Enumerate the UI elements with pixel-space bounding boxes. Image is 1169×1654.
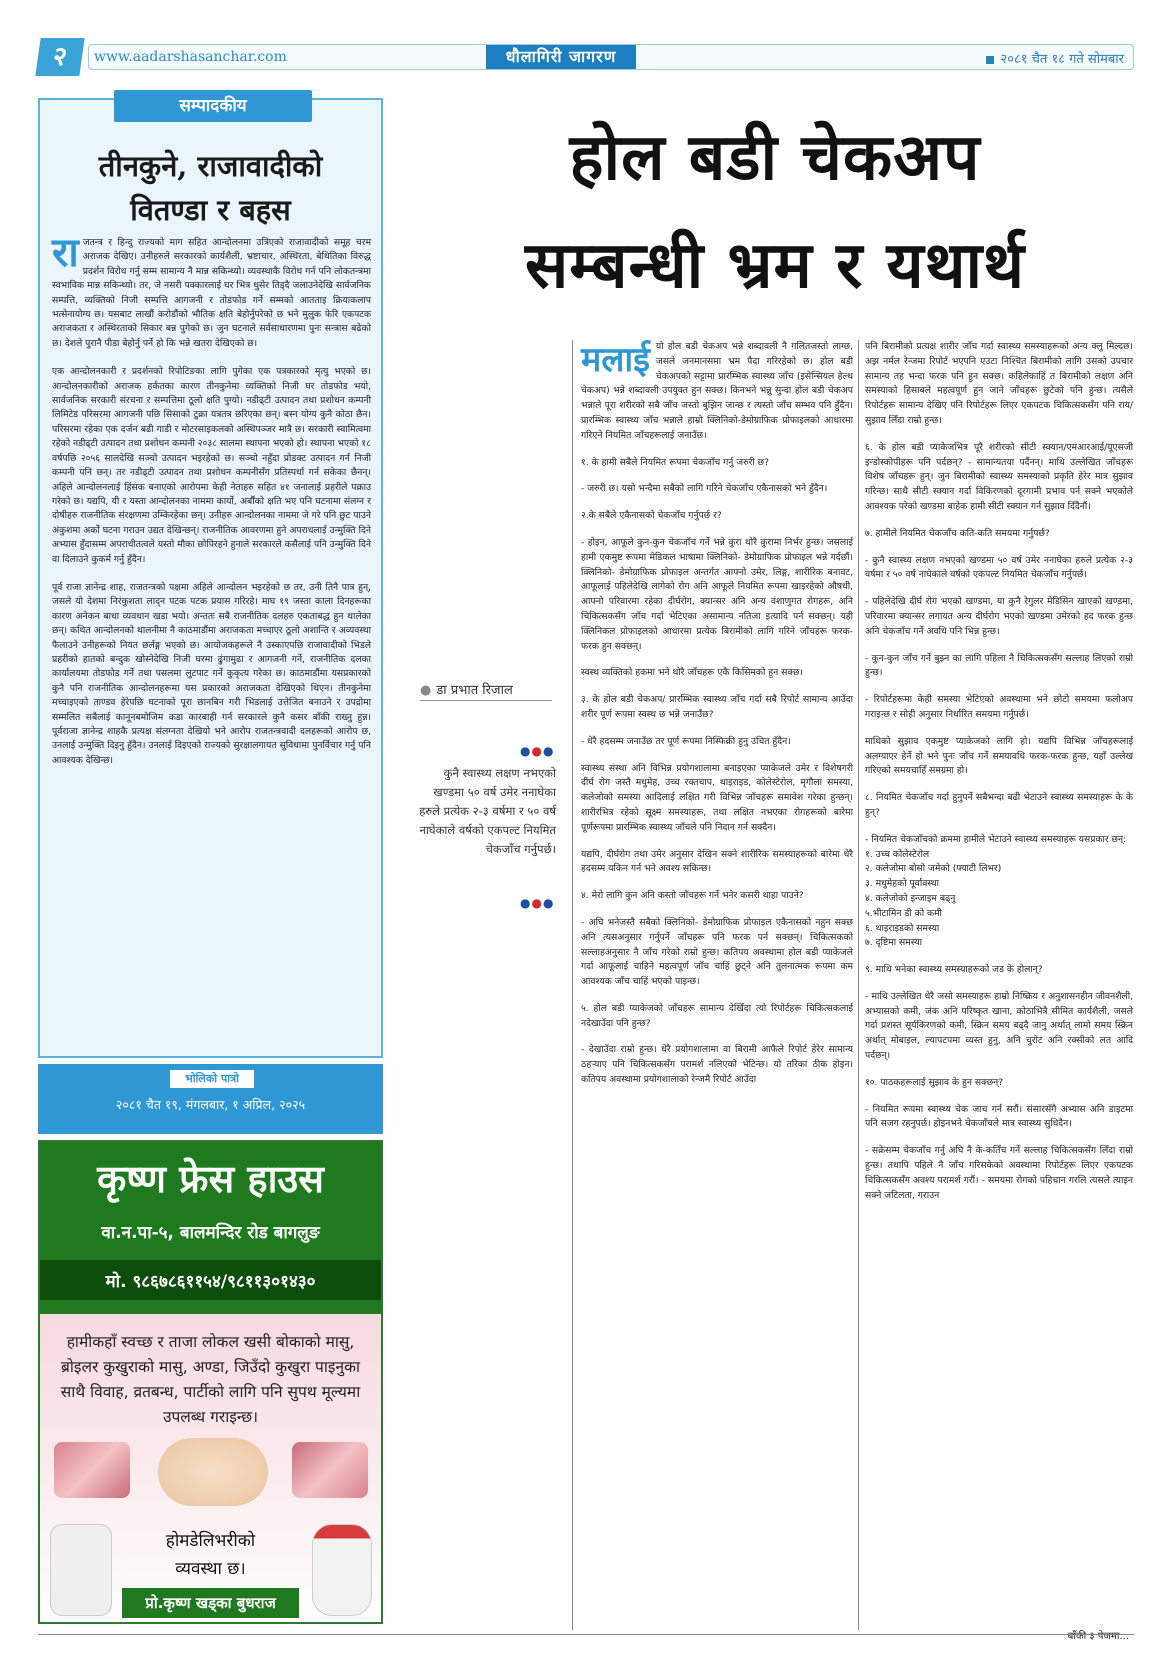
meat-image — [292, 1442, 368, 1498]
headline-line1: होल बडी चेकअप — [569, 121, 981, 195]
header-date-text: २०८१ चैत १८ गते सोमबार — [1000, 52, 1124, 67]
article-paragraph: मलाई यो होल बडी चेकअप भन्ने शब्दावली नै गलितजस्तो लाग्छ, जसले जनमानसमा भ्रम पैदा गरिरहेको छ। होल बडी चेकअपको सट्टामा प्रारम्भिक स्वास्थ्य जाँच (इसेन्सियल हेल्थ चेकअप) भन्ने शब्दावली उपयुक्त हुन सक्छ। किनभने भन्नु सुन्दा होल बडी चेकअप भन्नाले पूरा शरीरको सबै जाँच जस्तो बुझिन जान्छ र त्यस्तो जाँच सम्भव पनि हुँदैन। प्रारम्भिक स्वास्थ्य जाँच भन्नाले हाम्रो क्लिनिको-डेमोग्राफिक प्रोफाइलको आधारमा गरिएने नियमित जाँचहरूलाई जनाउँछ। — [581, 340, 853, 441]
article-paragraph: - कुनै स्वास्थ्य लक्षण नभएको खण्डमा ५० वर्ष उमेर ननाघेका हरुले प्रत्येक २-३ वर्षमा र ५० वर्ष नाघेकाले वर्षको एकपल्ट नियमित चेकजाँच गर्नुपर्छ। — [865, 554, 1133, 581]
article-paragraph: - देखाउँदा राम्रो हुन्छ। धेरै प्रयोगशालामा वा बिरामी आफैले रिपोर्ट हेरेर सामान्य ठहर्‍याए पनि चिकित्सकसँग परामर्श नलिएको भेटिन्छ। यो तरिका ठीक होइन। कतिपय अवस्थामा प्रयोगशालाको रेन्जमै रिपोर्ट आउँदा — [581, 1044, 853, 1086]
footer-divider — [38, 1634, 1134, 1635]
article-paragraph: - जरुरी छ। यसो भन्दैमा सबैको लागि गरिने चेकजाँच एकैनासको भने हुँदैन। — [581, 483, 828, 495]
site-url-link[interactable]: www.aadarshasanchar.com — [94, 49, 287, 65]
meat-image — [54, 1442, 130, 1498]
bullet-icon: ● — [420, 683, 432, 698]
calendar-date: २०८१ चैत १९, मंगलबार, १ अप्रिल, २०२५ — [115, 1097, 306, 1112]
hen-image — [312, 1524, 372, 1616]
article-paragraph: - माथि उल्लेखित धेरै जसो समस्याहरू हाम्रो निष्क्रिय र अनुशासनहीन जीवनशैली, अभ्यासको कमी, जंक अनि परिष्कृत खाना, कोठाभित्रै सीमित कार्यशैली, जसले गर्दा प्रशस्त सूर्यकिरणको कमी, स्क्रिन समय बढ्दै जानु अर्थात् लामो समय स्क्रिन अर्थात् मोबाइल, ल्यापटपमा व्यस्त हुनु, अनि चुरोट अनि रक्सीको लत आदि पर्दछन्। — [865, 990, 1133, 1062]
article-paragraph: - नियमित रूपमा स्वास्थ्य चेक जाच गर्न सरौं। संसारसँगै अभ्यास अनि डाइटमा पनि सजग रहनुपर्छ। होइनभने चेकजाँचले मात्र स्वास्थ्य सुधिदैन। — [865, 1103, 1133, 1130]
article-question: ६. के होल बडी प्याकेजभित्र पूरै शरीरको सीटी स्क्यान/एमआरआई/यूएसजी इन्डोस्कोपीहरू पनि पर्दछन्? - सामान्यतया पर्दैनन्। माथि उल्लेखित जाँचहरू विशेष जाँचहरू हुन्। जुन बिरामीको स्वास्थ्य समस्याको प्रकृति हेरेर मात्र सुझाव गरिन्छ। साथै सीटी स्क्यान गर्दा विकिरणको दूरगामी प्रभाव पर्न सक्ने भएकोले आवश्यक परेको खण्डमा बाहेक हामी सीटी स्क्यान गर्न सुझाव दिँदैनौं। — [865, 441, 1133, 512]
article-question: ९. माथि भनेका स्वास्थ्य समस्याहरूको जड के होलान्? — [865, 964, 1043, 976]
article-question: १०. पाठकहरूलाई सुझाव के हुन सक्छन्? — [865, 1076, 1004, 1088]
dots-icon: ●●● — [520, 744, 555, 758]
advertisement[interactable] — [38, 1140, 383, 1624]
article-paragraph: यद्यपि, दीर्घरोग तथा उमेर अनुसार देखिन सक्ने शारीरिक समस्याहरूको बारेमा धेरै हदसम्म यकिन गर्न भने अवश्य सकिन्छ। — [581, 848, 853, 875]
article-column-1 — [581, 340, 853, 1100]
byline-divider — [420, 700, 552, 701]
chicken-image — [158, 1438, 268, 1506]
article-question: ३. के होल बडी चेकअप/ प्रारम्भिक स्वास्थ्य जाँच गर्दा सबै रिपोर्ट सामान्य आउँदा शरीर पूर्ण रूपमा स्वस्थ छ भन्ने जनाउँछ? — [581, 694, 853, 720]
author-name: डा प्रभात रिजाल — [436, 683, 513, 698]
ad-delivery-note: होमडेलिभरीको व्यवस्था छ। — [165, 1531, 256, 1579]
article-paragraph: पनि बिरामीको प्रत्यक्ष शारीर जाँच गर्दा स्वास्थ्य समस्याहरूको अन्य क्लु मिल्दछ। अझ नर्मल रेन्जमा रिपोर्ट भएपनि एउटा निश्चित बिरामीको लागि उसको उपचार सामान्य तह भन्दा फरक पनि हुन सक्छ। कहिलेकाहिं त बिरामीको लक्षण अनि समस्याको हिसाबले महत्वपूर्ण हुन जाने जाँचहरू छुटेको पनि हुन्छ। त्यसैले रिपोर्टहरू सामान्य देखिए पनि रिपोर्टहरू लिएर एकपटक चिकित्सकसँग पनि राय/सुझाव लिँदा राम्रो हुन्छ। — [865, 341, 1133, 426]
ad-phone: मो. ९८६७८६११५४/९८११३०१४३० — [105, 1272, 316, 1292]
article-headline — [420, 104, 1130, 320]
editorial-title — [48, 144, 373, 232]
page-header — [38, 38, 1134, 76]
editorial-title-line2: वितण्डा र बहस — [130, 193, 291, 227]
dots-icon: ●●● — [520, 896, 555, 910]
list-item: ६. थाइराइडको समस्या — [865, 922, 940, 934]
page-number: २ — [35, 38, 84, 76]
tomorrow-calendar — [38, 1064, 383, 1134]
article-paragraph: - कुन-कुन जाँच गर्ने बुझ्न का लागि पहिला नै चिकित्सकसँग सल्लाह लिएको राम्रो हुन्छ। — [865, 652, 1133, 679]
list-item: ७. दृष्टिमा समस्या — [865, 937, 923, 949]
article-column-2 — [865, 340, 1133, 1215]
article-paragraph: - अघि भनेजस्तै सबैको क्लिनिको- डेमोग्राफिक प्रोफाइल एकैनासको नहुन सक्छ अनि त्यसअनुसार गर्नुपर्ने जाँचहरू पनि फरक पर्न सक्छन्। चिकित्सकको सल्लाहअनुसार नै जाँच गरेको राम्रो हुन्छ। कतिपय अवस्थामा होल बडी प्याकेजले गर्दा आफूलाई चाहिने महत्वपूर्ण जाँच चाहिं छुट्ने अनि तुलनात्मक रूपमा कम आवश्यक जाँच चाहिं भएको पाइन्छ। — [581, 916, 853, 988]
article-question: १. के हामी सबैले नियमित रूपमा चेकजाँच गर्नु जरुरी छ? — [581, 456, 769, 468]
list-item: ४. कलेजोको इन्जाइम बढ्नु — [865, 892, 956, 904]
article-question: २.के सबैले एकैनासको चेकजाँच गर्नुपर्छ र? — [581, 510, 722, 522]
article-paragraph: - नियमित चेकजाँचको क्रममा हामीले भेटाउने स्वास्थ्य समस्याहरू यसप्रकार छन्: १. उच्च कोलेस्टेरोल २. कलेजोमा बोसो जमेको (फ्याटी लिभर) ३. मधुमेहको पूर्वावस्था ४. कलेजोको इन्जाइम बढ्नु ५.भीटामिन डी को कमी ६. थाइराइडको समस्या ७. दृष्टिमा समस्या — [865, 833, 1133, 951]
list-item: १. उच्च कोलेस्टेरोल — [865, 848, 930, 860]
editorial-box — [38, 98, 383, 1058]
editorial-tab: सम्पादकीय — [114, 90, 312, 122]
editorial-paragraph: राजतन्त्र र हिन्दु राज्यको माग सहित आन्दोलनमा उत्रिएको राजावादीको समूह चरम अराजक देखिए। उनीहरुले सरकारको कार्यशैली, भ्रष्टाचार, अस्थिरता, बेथितिका विरुद्ध प्रदर्शन विरोध गर्नु सम्म सामान्य नै मान्न सकिन्थ्यो। व्यवस्थाकै विरोध गर्न पनि लोकतन्त्रमा स्वभाविक मान्न सकिन्थ्यो। तर, जे नसरी पक्कारलाई घर भित्र धुसेर तिड्दै जलाउनेदेखि सार्वजनिक सम्पत्ति, व्यक्तिको निजी सम्पत्ति आगजनी र तोडफोड गर्ने सम्मको आतताइ क्रियाकलाप भत्सेनायोग्य छ। यसबाट लाखौं करोडौंको भौतिक क्षति बेहोर्नुपरेको छ भने मुलुक फेरि एकपटक अराजकता र अस्थिरताको सिकार बन्न पुगेको छ। जुन घटनाले सर्वसाधारणमा पुनः सन्त्रास बढेको छ। देशले पुरानै पीडा बेहोर्नु पर्ने हो कि भन्ने खतरा देखिएको छ। — [52, 230, 371, 349]
article-paragraph: - धेरै हदसम्म जनाउँछ तर पूर्ण रूपमा निस्फिक्री हुनु उचित हुँदैन। — [581, 735, 791, 747]
lead-word: मलाई — [581, 340, 650, 380]
ad-description: हामीकहाँ स्वच्छ र ताजा लोकल खसी बोकाको मासु, ब्रोइलर कुखुराको मासु, अण्डा, जिउँदो कुखुरा पाइनुका साथै विवाह, व्रतबन्ध, पार्टीको लागि पनि सुपथ मूल्यमा उपलब्ध गराइन्छ। — [60, 1333, 361, 1426]
article-paragraph: - सक्रेसम्म चेकजाँच गर्नु अघि नै के-कतिँच गर्ने सल्लाह चिकित्सकसँग लिँदा राम्रो हुन्छ। तथापि पहिले नै जाँच गरिसकेको अवस्थामा रिपोर्टहरू लिएर एकपटक चिकित्सकसँग अवश्य परामर्श गरौं। - समयमा रोगको पहिचान गरलि त्यसले त्याइन सक्ने जटिलता, गराउन — [865, 1145, 1133, 1201]
goat-image — [50, 1524, 112, 1616]
continued-note[interactable]: बाँकी ३ पेजमा... — [1067, 1631, 1129, 1642]
article-paragraph: स्वास्थ्य संस्था अनि विभिन्न प्रयोगशालामा बनाइएका प्याकेजले उमेर र विशेषगरी दीर्घ रोग जस्तै मधुमेह, उच्च रक्तचाप, थाइराइड, कोलेस्टेरोल, मृगौला समस्या, कलेजोको समस्या आदिलाई लक्षित गरी विभिन्न जाँचहरू समावेश गरेका हुन्छन्। शारीरभित्र रहेको सूक्ष्म समस्याहरू, तथा लक्षित नभएका रोगहरूको बारेमा पूर्णरूपमा प्रारम्भिक स्वास्थ्य जाँचले पनि निदान गर्न सक्दैन। — [581, 762, 853, 833]
article-question: ४. मेरो लागि कुन अनि कस्तो जाँचहरू गर्ने भनेर कसरी थाहा पाउने? — [581, 890, 804, 902]
list-item: २. कलेजोमा बोसो जमेको (फ्याटी लिभर) — [865, 863, 1002, 875]
pull-quote: कुनै स्वास्थ्य लक्षण नभएको खण्डमा ५० वर्ष उमेर ननाघेका हरुले प्रत्येक २-३ वर्षमा र ५० वर्ष नाघेकाले वर्षको एकपल्ट नियमित चेकजाँच गर्नुपर्छ। — [419, 766, 556, 856]
article-paragraph: - रिपोर्टहरूमा केही समस्या भेटिएको अवस्थामा भने छोटो समयमा फलोअप गराइन्छ र सोही अनुसार निर्धारित समयमा गर्नुपर्छ। — [865, 694, 1133, 720]
author-byline — [420, 680, 542, 698]
article-paragraph: - पहिलेदेखि दीर्घ रोग भएको खण्डमा, या कुनै रेगुलर मेडिसिन खाएको खण्डमा, परिवारमा क्यान्सर लगायत अन्य दीर्घरोग भएको खण्डमा उमेरको हद फरक हुन्छ अनि चेकजाँच गर्ने अवधि पनि भिन्न हुन्छ। — [865, 596, 1133, 637]
column-divider — [572, 340, 573, 1630]
editorial-paragraph: एक आन्दोलनकारी र प्रदर्शनको रिपोटिङका लागि पुगेका एक पत्रकारको मृत्यु भएको छ। आन्दोलनकारीको अराजक हर्कतका कारण तीनकुनेमा व्यक्तिको निजी घर तोडफोड भयो, सार्वजनिक सरकारी संरचना र सम्पत्तिमा ठूलो क्षति पुग्यो। नडीढ्टी उत्पादन तथा प्रशोधन कम्पनी लिमिटेड परिसरमा आगजनी पछि सिसाको टुक्रा यत्रतत्र छरिएका छन्। बस्न योग्य कुनै कोठा छैन। परिसरमा रहेका एक दर्जन बढी गाडी र मोटरसाइकलको अस्थिपञ्जर मात्रै छ। सरकारी स्वामित्वमा रहेको नडीढ्टी उत्पादन तथा प्रशोधन कम्पनी २०३८ सालमा स्थापना भएको हो। स्थापना भएको १८ वर्षपछि २०५६ सालदेखि सञ्चो उत्पादन भइरहेको छ। सञ्चो नहुँदा प्रोडक्ट उत्पादन गर्न निजी कम्पनी पनि छन्। तर नडीढ्टी उत्पादन तथा प्रशोधन कम्पनीसँग प्रतिस्पर्धा गर्न सकेका छैनन्। अहिले आन्दोलनलाई हिंसक बनाएको आरोपमा केही नेताहरु सहित ४१ जनालाई प्रहरीले पक्राउ गरेको छ। यद्यपि, यी र यस्ता आन्दोलनका नाममा कार्यो, अर्बौंको क्षति भए पनि घटनामा संलग्न र दोषीहरु राजनीतिक संरक्षणमा उम्किरहेका छन्। उनीहरु आन्दोलनका नाममा जे गरे पनि छुट पाउने अंकुशमा अर्को घटना गराउन उद्यत देखिन्छन्। राजनीतिक आवरणमा हुने अपराधलाई उन्मुक्ति दिने अभ्यास हुँदासम्म अपराधीतत्वले यस्तो मौका छोपिरहने हुनाले सरकारले कसैलाई पनि उन्मुक्ति दिने वा दिलाउने कुकर्म गर्नु हुँदैन। — [52, 366, 371, 565]
column-divider — [858, 340, 859, 1630]
article-question: ५. होल बडी प्याकेजको जाँचहरू सामान्य देखिँदा त्यो रिपोर्टहरू चिकित्सकलाई नदेखाउँदा पनि हुन्छ? — [581, 1002, 853, 1029]
editorial-body — [52, 230, 371, 782]
header-date — [986, 49, 1124, 67]
article-question: ८. नियमित चेकजाँच गर्दा हुनुपर्ने सबैभन्दा बढी भेटाउने स्वास्थ्य समस्याहरू के के हुन्? — [865, 792, 1133, 818]
list-item: ३. मधुमेहको पूर्वावस्था — [865, 878, 939, 890]
article-paragraph: स्वस्थ व्यक्तिको हकमा भने थोरै जाँचहरू एकै किसिमको हुन सक्छ। — [581, 667, 803, 679]
ad-owner: प्रो.कृष्ण खड्का बुधराज — [145, 1594, 276, 1612]
ad-title: कृष्ण फ्रेस हाउस — [97, 1156, 324, 1201]
editorial-title-line1: तीनकुने, राजावादीको — [98, 149, 323, 183]
article-question: ७. हामीले नियमित चेकजाँच कति-कति समयमा गर्नुपर्छ? — [865, 527, 1050, 539]
headline-line2: सम्बन्धी भ्रम र यथार्थ — [524, 229, 1026, 303]
editorial-dropcap: रा — [52, 230, 79, 276]
masthead-logo: धौलागिरी जागरण — [486, 45, 636, 69]
article-paragraph: - होइन, आफूले कुन-कुन चेकजाँच गर्ने भन्ने कुरा थोरै कुरामा निर्भर हुन्छ। जसलाई हामी एकमुष्ट रूपमा मेडिकल भाषामा क्लिनिको- डेमोग्राफिक प्रोफाइल भन्ने गर्दछौं। क्लिनिको- डेमोग्राफिक प्रोफाइल अन्तर्गत आफ्नो उमेर, लिङ्ग, शारीरिक बनावट, आफूलाई पहिलेदेखि लागेको रोग अनि आफूले नियमित रूपमा खाइरहेको औषधी, आफ्नो परिवारमा रहेका दीर्घरोग, क्यान्सर अनि अन्य वंशाणुगत रोगहरू, अनि चिकित्सकसँग जाँच गर्दा भेटिएका असामान्य नतिजा इत्यादि पर्न सक्छन्। यही क्लिनिकल प्रोफाइलको आधारमा प्रत्येक बिरामीको लागि गरिने जाँचहरू फरक- फरक हुन सक्छन्। — [581, 536, 853, 652]
calendar-tab: भोलिको पात्रो — [170, 1070, 254, 1088]
ad-address: वा.न.पा-५, बालमन्दिर रोड बागलुङ — [101, 1223, 320, 1243]
square-bullet-icon — [986, 56, 994, 64]
article-paragraph: माथिको सुझाव एकमुष्ट प्याकेजको लागि हो। यद्यपि विभिन्न जाँचहरूलाई अलग्याएर हेर्ने हो भने पुनः जाँच गर्ने समयावधि फरक-फरक हुन्छ, यहाँ उल्लेख गरिएको समयचाहिँ समग्रमा हो। — [865, 735, 1133, 777]
list-item: ५.भीटामिन डी को कमी — [865, 907, 942, 919]
editorial-paragraph: पूर्व राजा ज्ञानेन्द्र शाह, राजतन्त्रको पक्षमा अहिले आन्दोलन भइरहेको छ तर, उनी तिनै पात्र हुन्, जसले यो देशमा निरंकुशता लाद्न पटक पटक प्रयास गरिरहे। माघ १९ जस्ता काला दिनहरूका कारण अनेकन बाधा व्यवधान खडा भयो। अन्ततः सबै राजनीतिक दलहरु एकताबद्ध हुन थालेका छन्। कथित आन्दोलनको थालनीमा नै काठमाडौंमा अराजकता मच्चाएर ठूलो अशान्ति र अव्यवस्था फैलाउने उनीहरूको नियत छर्लङ्ग भएको छ। आयोजकहरूले नै उस्काएपछि राजावादीको भिडले प्रहरीको हातको बन्दुक खोस्नेदेखि निजी घरमा ढुंगामुढा र आगजनी गर्ने, राजनीतिक दलका कार्यालयमा तोडफोड गर्ने तथा पसलमा लुटपाट गर्ने कुकृत्य गरेका छ। काठमाडौंमा यसप्रकारको कुनै पनि राजनीतिक आन्दोलनहरूमा यस प्रकारको अराजकता देखिएको थिएन। तीनकुनेमा मच्चाइएको ताण्डव हेरेपछि घटनाको पूरा छानबिन गरी भिडलाई उत्तेजित बनाउने र उपद्रोमा सम्मलित सबैलाई कानूनबमोजिम कडा कारबाही गर्न सरकारले कुनै कसर बाँकी राख्नु हुन्न। पूर्वराजा ज्ञानेन्द्र शाहकै प्रत्यक्ष संलग्नता देखियो भने आरोप राजतन्त्रवादी दलहरूको आरोप छ, उनलाई उन्मुक्ति दिइनु हुँदैन। उनलाई दिइएको राज्यको सुरक्षालगायत सुविधामा पुनर्विचार गर्नु पनि आवश्यक देखिन्छ। — [52, 581, 371, 766]
